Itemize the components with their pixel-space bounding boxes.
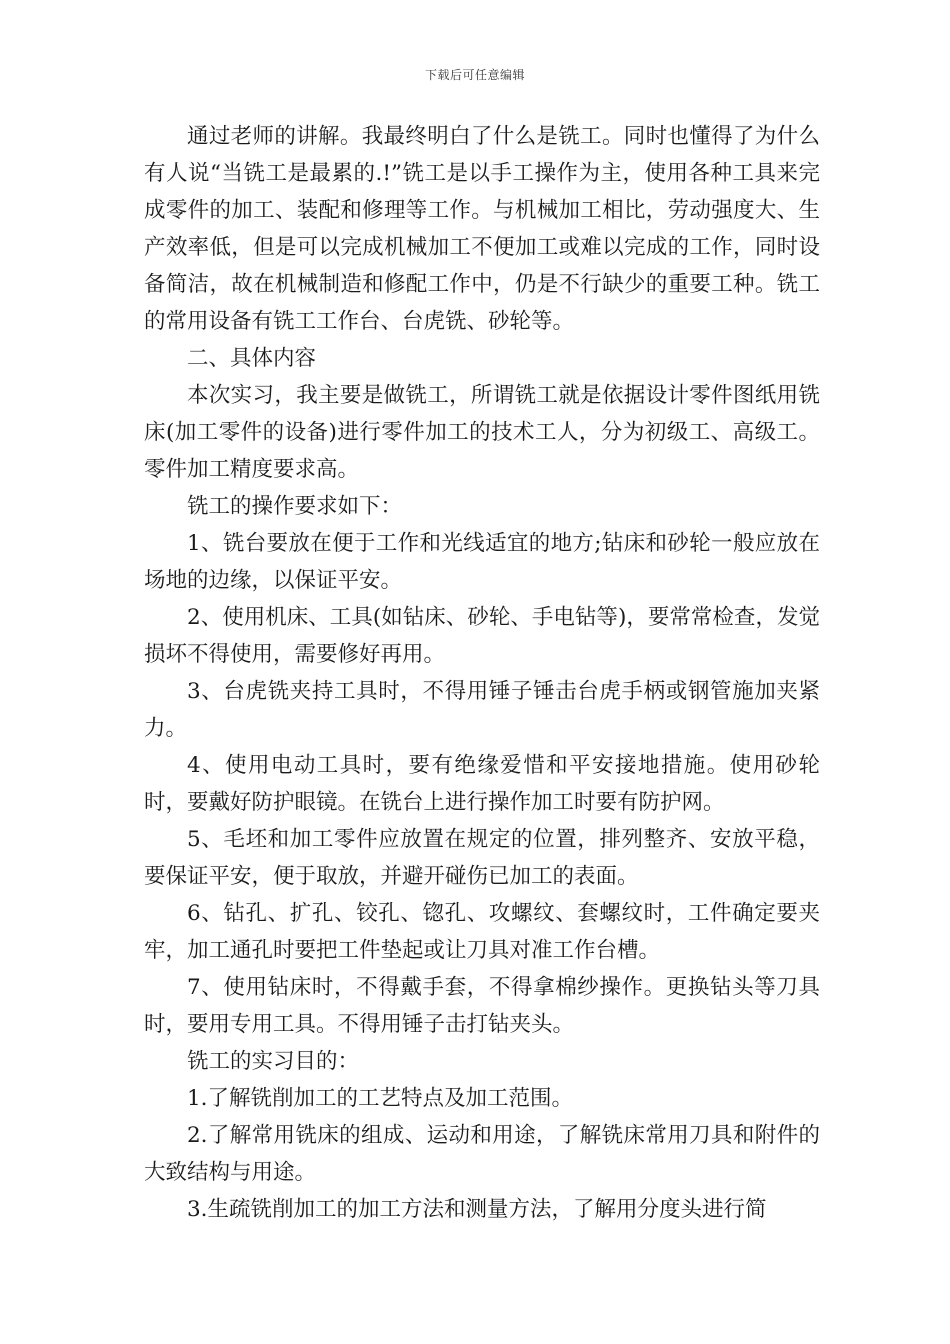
- paragraph-intro: 通过老师的讲解。我最终明白了什么是铣工。同时也懂得了为什么有人说“当铣工是最累的.!”铣工是以手工操作为主，使用各种工具来完成零件的加工、装配和修理等工作。与机械加工相比，劳动强度大、生产效率低，但是可以完成机械加工不便加工或难以完成的工作，同时设备简洁，故在机械制造和修配工作中，仍是不行缺少的重要工种。铣工的常用设备有铣工工作台、台虎铣、砂轮等。: [144, 124, 820, 334]
- page-header: 下载后可任意编辑: [424, 68, 525, 82]
- paragraph-internship: 本次实习，我主要是做铣工，所谓铣工就是依据设计零件图纸用铣床(加工零件的设备)进行零件加工的技术工人，分为初级工、高级工。零件加工精度要求高。: [144, 383, 820, 482]
- list-item-requirement-1: 1、铣台要放在便于工作和光线适宜的地方;钻床和砂轮一般应放在场地的边缘，以保证平安。: [144, 531, 820, 593]
- list-item-requirement-4: 4、使用电动工具时，要有绝缘爱惜和平安接地措施。使用砂轮时，要戴好防护眼镜。在铣台上进行操作加工时要有防护网。: [144, 753, 820, 815]
- list-item-goal-3: 3.生疏铣削加工的加工方法和测量方法，了解用分度头进行简: [187, 1197, 767, 1222]
- heading-operation-requirements: 铣工的操作要求如下：: [187, 494, 403, 519]
- list-item-requirement-7: 7、使用钻床时，不得戴手套，不得拿棉纱操作。更换钻头等刀具时，要用专用工具。不得用锤子击打钻夹头。: [144, 975, 820, 1037]
- list-item-requirement-3: 3、台虎铣夹持工具时，不得用锤子锤击台虎手柄或钢管施加夹紧力。: [144, 679, 820, 741]
- list-item-requirement-6: 6、钻孔、扩孔、铰孔、锪孔、攻螺纹、套螺纹时，工件确定要夹牢，加工通孔时要把工件垫起或让刀具对准工作台槽。: [144, 901, 820, 963]
- list-item-requirement-2: 2、使用机床、工具(如钻床、砂轮、手电钻等)，要常常检查，发觉损坏不得使用，需要修好再用。: [144, 605, 820, 667]
- list-item-goal-2: 2.了解常用铣床的组成、运动和用途，了解铣床常用刀具和附件的大致结构与用途。: [144, 1123, 820, 1185]
- list-item-goal-1: 1.了解铣削加工的工艺特点及加工范围。: [187, 1086, 574, 1111]
- document-body: [144, 118, 820, 1228]
- heading-internship-goals: 铣工的实习目的：: [187, 1049, 360, 1074]
- list-item-requirement-5: 5、毛坯和加工零件应放置在规定的位置，排列整齐、安放平稳，要保证平安，便于取放，并避开碰伤已加工的表面。: [144, 827, 820, 889]
- section-heading-content: 二、具体内容: [187, 346, 317, 371]
